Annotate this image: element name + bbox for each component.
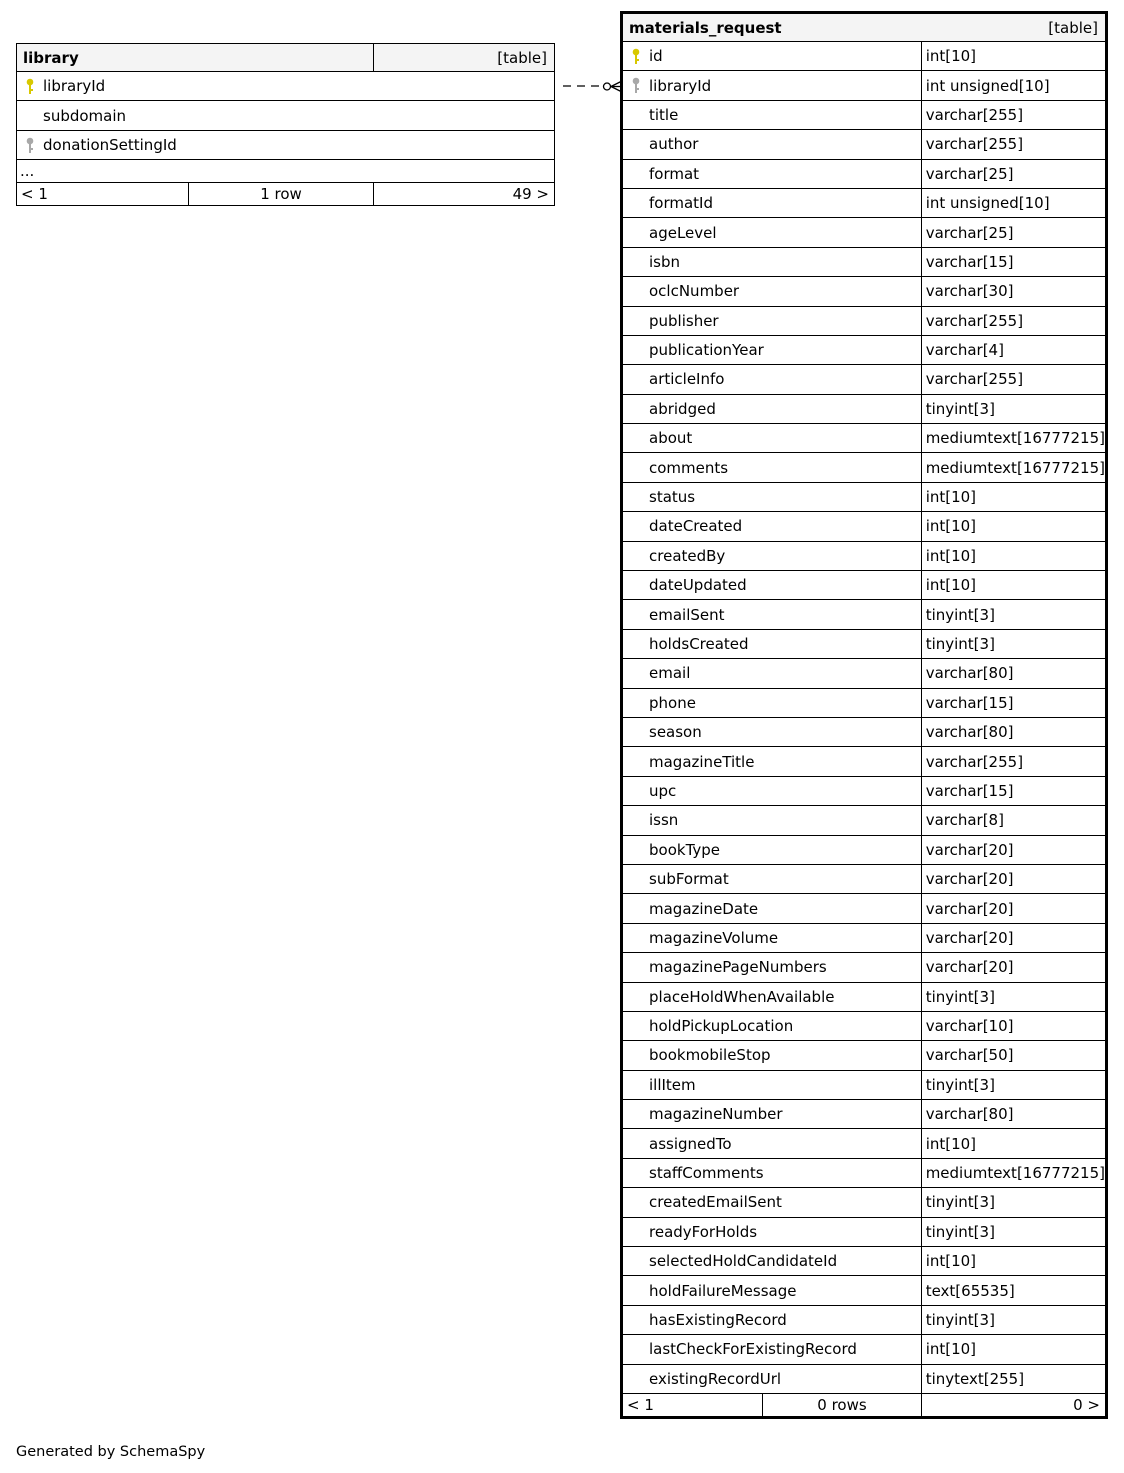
column-name: [623, 923, 922, 952]
column-type-text: int[10]: [925, 517, 977, 536]
column-name-text: existingRecordUrl: [649, 1369, 782, 1388]
column-name: [623, 482, 922, 511]
column-type: [921, 1247, 1105, 1276]
column-name-text: holdFailureMessage: [649, 1281, 797, 1300]
column-name: [17, 72, 555, 101]
column-name: [623, 1011, 922, 1040]
column-row[interactable]: [623, 541, 1106, 570]
column-type-text: varchar[15]: [925, 781, 1014, 800]
column-row[interactable]: [623, 365, 1106, 394]
column-row[interactable]: [623, 953, 1106, 982]
column-name: [623, 1100, 922, 1129]
column-name: [623, 1041, 922, 1070]
crows-foot-marker: [611, 81, 622, 87]
column-name: [623, 159, 922, 188]
column-row[interactable]: [623, 424, 1106, 453]
column-name-text: dateCreated: [649, 517, 743, 536]
column-name-text: bookType: [649, 840, 721, 859]
column-type-text: varchar[20]: [925, 899, 1014, 918]
column-type-text: varchar[30]: [925, 282, 1014, 301]
column-row[interactable]: [623, 776, 1106, 805]
column-row[interactable]: [623, 482, 1106, 511]
column-name-text: season: [649, 723, 702, 742]
column-type-text: text[65535]: [925, 1281, 1015, 1300]
column-name-text: selectedHoldCandidateId: [649, 1252, 838, 1271]
column-name-text: libraryId: [43, 77, 106, 96]
column-type: [921, 1158, 1105, 1187]
column-type-text: varchar[255]: [925, 752, 1024, 771]
column-name: [623, 688, 922, 717]
column-row[interactable]: [623, 982, 1106, 1011]
column-type: [921, 335, 1105, 364]
column-name: [623, 100, 922, 129]
column-name-text: about: [649, 429, 693, 448]
column-row[interactable]: [623, 1011, 1106, 1040]
ellipsis: ...: [17, 160, 555, 183]
column-type-text: varchar[8]: [925, 811, 1004, 830]
column-type: [921, 894, 1105, 923]
column-name: [623, 1276, 922, 1305]
child-count: 49 >: [512, 185, 549, 204]
column-name: [623, 600, 922, 629]
column-row[interactable]: [623, 394, 1106, 423]
column-name-text: id: [649, 47, 663, 66]
column-name: [623, 394, 922, 423]
column-name: [623, 629, 922, 658]
column-type-text: tinyint[3]: [925, 1075, 995, 1094]
column-type-text: tinyint[3]: [925, 1310, 995, 1329]
column-type: [921, 923, 1105, 952]
column-type: [921, 1188, 1105, 1217]
column-row[interactable]: [17, 72, 555, 101]
column-type: [921, 1217, 1105, 1246]
column-name-text: oclcNumber: [649, 282, 740, 301]
column-type-text: varchar[20]: [925, 870, 1014, 889]
column-row[interactable]: [623, 306, 1106, 335]
column-name: [623, 1335, 922, 1364]
column-type: [921, 394, 1105, 423]
column-type-text: varchar[25]: [925, 164, 1014, 183]
table-name: materials_request: [629, 18, 782, 37]
column-name: [623, 1070, 922, 1099]
column-type-text: varchar[20]: [925, 928, 1014, 947]
column-name: [623, 453, 922, 482]
column-type: [921, 130, 1105, 159]
column-type: [921, 864, 1105, 893]
column-row[interactable]: [623, 864, 1106, 893]
column-type: [921, 453, 1105, 482]
column-type: [921, 1129, 1105, 1158]
column-type-text: varchar[255]: [925, 135, 1024, 154]
column-name: [623, 365, 922, 394]
materials-request-table[interactable]: [622, 13, 1106, 1417]
column-type: [921, 806, 1105, 835]
column-row[interactable]: [623, 659, 1106, 688]
column-name: [623, 71, 922, 100]
column-type-text: mediumtext[16777215]: [925, 458, 1105, 477]
column-name: [17, 130, 555, 159]
column-name-text: title: [649, 105, 679, 124]
column-row[interactable]: [623, 1305, 1106, 1334]
column-type-text: int unsigned[10]: [925, 194, 1050, 213]
column-name-text: holdPickupLocation: [649, 1017, 794, 1036]
column-row[interactable]: [623, 1041, 1106, 1070]
column-row[interactable]: [623, 1129, 1106, 1158]
column-name-text: subdomain: [43, 106, 127, 125]
table-footer: [623, 1393, 1106, 1416]
column-name-text: formatId: [649, 194, 713, 213]
column-row[interactable]: [623, 100, 1106, 129]
column-type: [921, 982, 1105, 1011]
column-type: [921, 1011, 1105, 1040]
column-name-text: createdBy: [649, 546, 726, 565]
table-name: library: [23, 48, 79, 67]
column-name: [623, 982, 922, 1011]
column-type: [921, 776, 1105, 805]
column-row[interactable]: [623, 1217, 1106, 1246]
column-name-text: hasExistingRecord: [649, 1310, 787, 1329]
column-name-text: assignedTo: [649, 1134, 732, 1153]
column-type: [921, 835, 1105, 864]
column-type-text: varchar[80]: [925, 723, 1014, 742]
column-type-text: int[10]: [925, 1340, 977, 1359]
column-type: [921, 747, 1105, 776]
column-row[interactable]: [623, 247, 1106, 276]
column-name: [623, 894, 922, 923]
column-name-text: articleInfo: [649, 370, 725, 389]
column-name-text: phone: [649, 693, 696, 712]
column-type-text: int[10]: [925, 47, 977, 66]
column-type-text: varchar[255]: [925, 370, 1024, 389]
column-row[interactable]: [623, 512, 1106, 541]
column-type: [921, 424, 1105, 453]
column-type-text: tinyint[3]: [925, 399, 995, 418]
column-row[interactable]: [623, 159, 1106, 188]
column-name: [623, 835, 922, 864]
column-type: [921, 1335, 1105, 1364]
column-row[interactable]: [623, 688, 1106, 717]
column-type-text: tinyint[3]: [925, 1193, 995, 1212]
column-name: [623, 1364, 922, 1393]
column-type-text: varchar[15]: [925, 693, 1014, 712]
column-row[interactable]: [623, 1100, 1106, 1129]
column-name: [623, 1129, 922, 1158]
parent-count: < 1: [627, 1395, 654, 1414]
column-name: [623, 806, 922, 835]
column-type: [921, 688, 1105, 717]
column-name-text: magazinePageNumbers: [649, 958, 827, 977]
column-name: [623, 1188, 922, 1217]
column-name: [623, 130, 922, 159]
column-type-text: int[10]: [925, 488, 977, 507]
column-type: [921, 482, 1105, 511]
column-type-text: varchar[15]: [925, 252, 1014, 271]
column-name: [623, 953, 922, 982]
column-name: [623, 747, 922, 776]
column-type: [921, 247, 1105, 276]
column-type: [921, 100, 1105, 129]
column-row[interactable]: [623, 277, 1106, 306]
column-name-text: magazineDate: [649, 899, 759, 918]
column-name-text: readyForHolds: [649, 1222, 758, 1241]
parent-count: < 1: [21, 185, 48, 204]
column-type-text: varchar[4]: [925, 341, 1004, 360]
column-type-text: tinyint[3]: [925, 1222, 995, 1241]
column-name: [623, 512, 922, 541]
column-name-text: author: [649, 135, 699, 154]
column-type-text: tinytext[255]: [925, 1369, 1025, 1388]
column-type-text: varchar[25]: [925, 223, 1014, 242]
column-name-text: comments: [649, 458, 729, 477]
column-type: [921, 365, 1105, 394]
column-type-text: mediumtext[16777215]: [925, 1164, 1105, 1183]
column-name-text: dateUpdated: [649, 576, 747, 595]
column-name-text: publisher: [649, 311, 719, 330]
column-type: [921, 1364, 1105, 1393]
column-row[interactable]: [623, 71, 1106, 100]
column-name: [623, 864, 922, 893]
column-row[interactable]: [17, 130, 555, 159]
column-name: [623, 1158, 922, 1187]
column-type: [921, 512, 1105, 541]
column-name-text: staffComments: [649, 1164, 764, 1183]
column-name: [623, 424, 922, 453]
column-type-text: int[10]: [925, 1252, 977, 1271]
more-columns-row: [17, 160, 555, 183]
column-name-text: email: [649, 664, 691, 683]
column-type: [921, 1070, 1105, 1099]
column-name-text: ageLevel: [649, 223, 717, 242]
column-type: [921, 659, 1105, 688]
column-type-text: int[10]: [925, 576, 977, 595]
column-name: [623, 541, 922, 570]
column-type-text: varchar[255]: [925, 105, 1024, 124]
column-name-text: magazineNumber: [649, 1105, 783, 1124]
table-kind: [table]: [1048, 18, 1098, 37]
column-row[interactable]: [623, 571, 1106, 600]
column-type-text: varchar[80]: [925, 1105, 1014, 1124]
column-name: [623, 571, 922, 600]
column-name-text: publicationYear: [649, 341, 764, 360]
column-type: [921, 1305, 1105, 1334]
column-row[interactable]: [623, 188, 1106, 217]
column-name-text: magazineVolume: [649, 928, 779, 947]
column-row[interactable]: [623, 1276, 1106, 1305]
column-type: [921, 159, 1105, 188]
column-name-text: libraryId: [649, 76, 712, 95]
generator-credit: Generated by SchemaSpy: [16, 1444, 206, 1460]
column-row[interactable]: [623, 923, 1106, 952]
row-count: 1 row: [260, 185, 302, 204]
column-row[interactable]: [623, 1158, 1106, 1187]
column-row[interactable]: [623, 835, 1106, 864]
column-name-text: subFormat: [649, 870, 729, 889]
column-name-text: lastCheckForExistingRecord: [649, 1340, 857, 1359]
column-name-text: createdEmailSent: [649, 1193, 782, 1212]
table-footer: [17, 183, 555, 206]
column-type: [921, 218, 1105, 247]
column-name: [623, 277, 922, 306]
primary-key-icon: [632, 48, 640, 64]
column-row[interactable]: [623, 629, 1106, 658]
column-type-text: varchar[50]: [925, 1046, 1014, 1065]
column-name: [623, 1217, 922, 1246]
column-name-text: format: [649, 164, 700, 183]
column-type-text: int unsigned[10]: [925, 76, 1050, 95]
column-type: [921, 306, 1105, 335]
column-type-text: tinyint[3]: [925, 635, 995, 653]
column-type-text: varchar[20]: [925, 958, 1014, 977]
column-row[interactable]: [623, 335, 1106, 364]
column-type: [921, 1041, 1105, 1070]
column-type-text: tinyint[3]: [925, 987, 995, 1006]
column-name: [623, 335, 922, 364]
column-row[interactable]: [623, 1364, 1106, 1393]
column-name: [623, 306, 922, 335]
column-row[interactable]: [623, 806, 1106, 835]
foreign-key-icon: [26, 137, 34, 153]
column-row[interactable]: [623, 1188, 1106, 1217]
column-type: [921, 541, 1105, 570]
column-type: [921, 629, 1105, 658]
row-count: 0 rows: [817, 1395, 867, 1414]
column-type: [921, 600, 1105, 629]
column-name: [623, 659, 922, 688]
column-row[interactable]: [623, 1335, 1106, 1364]
table-kind: [table]: [497, 48, 547, 67]
column-name-text: emailSent: [649, 605, 725, 624]
column-type-text: varchar[10]: [925, 1017, 1014, 1036]
column-row[interactable]: [623, 1070, 1106, 1099]
primary-key-icon: [26, 78, 34, 94]
column-name-text: magazineTitle: [649, 752, 755, 771]
child-count: 0 >: [1073, 1395, 1100, 1414]
column-name: [623, 776, 922, 805]
zero-optional-marker: [604, 83, 611, 90]
library-table[interactable]: [16, 43, 555, 206]
column-name: [623, 1305, 922, 1334]
column-row[interactable]: [17, 101, 555, 130]
column-row[interactable]: [623, 717, 1106, 746]
column-name: [623, 717, 922, 746]
foreign-key-icon: [632, 77, 640, 93]
column-name: [623, 218, 922, 247]
column-type-text: varchar[255]: [925, 311, 1024, 330]
column-name-text: isbn: [649, 252, 681, 271]
table-header: [17, 44, 555, 72]
column-type: [921, 71, 1105, 100]
column-type-text: varchar[80]: [925, 664, 1014, 683]
column-name: [623, 188, 922, 217]
table-header: [623, 14, 1106, 42]
column-type-text: varchar[20]: [925, 840, 1014, 859]
column-type-text: mediumtext[16777215]: [925, 429, 1105, 448]
column-name-text: bookmobileStop: [649, 1046, 771, 1065]
column-name-text: abridged: [649, 399, 716, 418]
column-row[interactable]: [623, 218, 1106, 247]
column-type: [921, 717, 1105, 746]
column-row[interactable]: [623, 894, 1106, 923]
column-name-text: issn: [649, 811, 679, 830]
column-type-text: int[10]: [925, 546, 977, 565]
column-type: [921, 1100, 1105, 1129]
column-name-text: status: [649, 488, 696, 507]
column-type: [921, 42, 1105, 71]
column-name: [623, 247, 922, 276]
column-type-text: tinyint[3]: [925, 605, 995, 624]
column-type-text: int[10]: [925, 1134, 977, 1153]
column-name: [623, 1247, 922, 1276]
column-row[interactable]: [623, 453, 1106, 482]
column-name-text: illItem: [649, 1075, 696, 1094]
column-name: [623, 42, 922, 71]
column-type: [921, 188, 1105, 217]
column-name-text: upc: [649, 781, 677, 800]
column-type: [921, 277, 1105, 306]
column-row[interactable]: [623, 1247, 1106, 1276]
column-row[interactable]: [623, 130, 1106, 159]
column-name-text: holdsCreated: [649, 635, 749, 653]
column-row[interactable]: [623, 600, 1106, 629]
column-name-text: donationSettingId: [43, 135, 177, 154]
column-type: [921, 1276, 1105, 1305]
column-row[interactable]: [623, 747, 1106, 776]
column-row[interactable]: [623, 42, 1106, 71]
column-type: [921, 953, 1105, 982]
column-type: [921, 571, 1105, 600]
column-name: [17, 101, 555, 130]
column-name-text: placeHoldWhenAvailable: [649, 987, 835, 1006]
